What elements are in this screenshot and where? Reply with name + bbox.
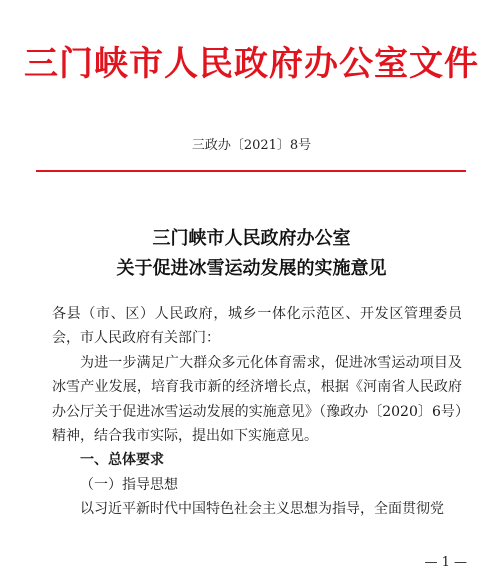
title-line-2: 关于促进冰雪运动发展的实施意见: [116, 258, 387, 279]
section-heading: 一、总体要求: [80, 452, 164, 469]
document-title: [0, 224, 503, 284]
subsection-heading: （一）指导思想: [80, 476, 178, 493]
intro-paragraph: 为进一步满足广大群众多元化体育需求，促进冰雪运动项目及冰雪产业发展，培育我市新的经济增长点，根据《河南省人民政府办公厅关于促进冰雪运动发展的实施意见》（豫政办〔2020〕6号）精神，结合我市实际，提出如下实施意见。: [52, 354, 462, 445]
document-body: [52, 302, 462, 522]
document-number: 三政办〔2021〕8号: [191, 138, 312, 153]
subsection-paragraph: 以习近平新时代中国特色社会主义思想为指导，全面贯彻党: [80, 501, 444, 518]
page-number: — 1 —: [424, 555, 467, 570]
addressee-paragraph: 各县（市、区）人民政府，城乡一体化示范区、开发区管理委员会，市人民政府有关部门：: [52, 306, 462, 347]
red-separator-line: [36, 170, 466, 172]
title-line-1: 三门峡市人民政府办公室: [152, 228, 351, 249]
document-issuer-header: 三门峡市人民政府办公室文件: [24, 44, 479, 84]
